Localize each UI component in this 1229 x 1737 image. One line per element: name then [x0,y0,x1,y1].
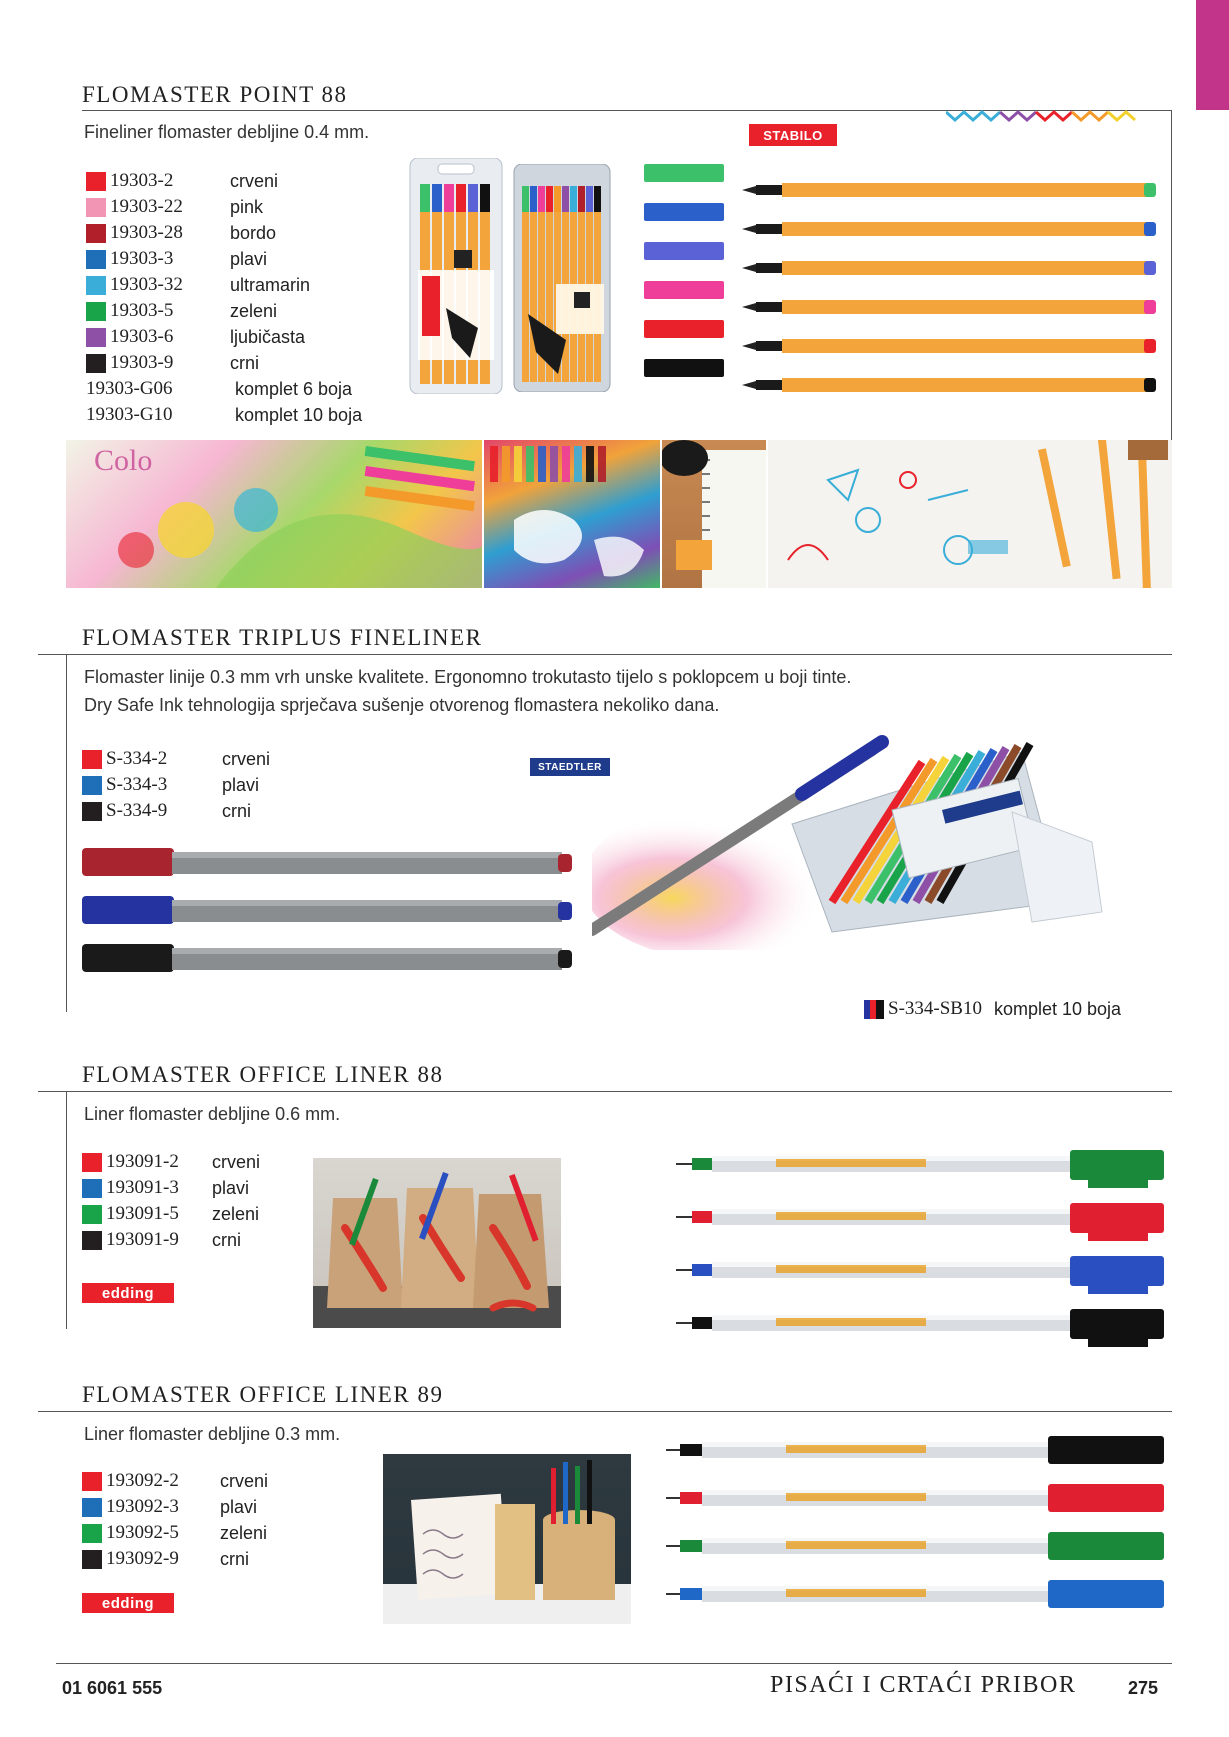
pen-tip [742,186,756,194]
product-row [82,798,342,824]
desk-notes-photo [383,1454,631,1624]
color-swatch [86,198,106,217]
product-row [82,1494,302,1520]
pen-cap [644,359,724,377]
pen-tip [742,303,756,311]
edding-88-pens [676,1138,1166,1358]
color-swatch [82,776,102,795]
set-row: S-334-SB10 komplet 10 boja [864,996,1121,1022]
staedtler-logo: STAEDTLER [530,758,610,776]
product-code: 19303-6 [110,326,174,347]
creative-sketch-photo [768,440,1172,588]
product-code: 193092-5 [106,1522,179,1543]
stabilo-pen [644,320,1156,353]
color-name: crveni [222,748,271,769]
pen-nose [756,224,782,234]
notebook-illustration [662,440,766,588]
pen-tip [742,225,756,233]
color-swatch [86,302,106,321]
product-row [86,350,406,376]
product-code: S-334-2 [106,748,168,769]
pen-print [776,1212,926,1220]
edding-89-pen [666,1580,1164,1608]
color-swatch [82,1153,102,1172]
pen-tip [742,264,756,272]
color-swatch [82,1179,102,1198]
product-row [82,772,342,798]
staedtler-pens [82,840,572,990]
pen-cap [644,320,724,338]
staedtler-pen [82,848,572,876]
pen-cap [1070,1309,1164,1339]
color-name: crveni [212,1151,261,1172]
pen-nose [692,1158,712,1170]
edding-88-pen [676,1309,1164,1347]
page-number: 275 [1128,1678,1159,1698]
pen-row-illustration [484,440,660,588]
color-swatch [86,328,106,347]
product-code: S-334-9 [106,800,168,821]
pen-print [786,1493,926,1501]
stabilo-pen [644,164,1156,197]
category-label: PISAĆI I CRTAĆI PRIBOR [770,1672,1077,1698]
color-swatch [86,276,106,295]
stabilo-pen [644,359,1156,392]
pen-cap [1070,1203,1164,1233]
stabilo-pen [644,203,1156,236]
pen-cap [1048,1436,1164,1464]
pen-nose [680,1540,702,1552]
pen-end [558,902,572,920]
notebook-photo [662,440,766,588]
edding-logo: edding [82,1593,174,1613]
edding-89-pen [666,1484,1164,1512]
color-name: ljubičasta [230,326,306,347]
color-name: ultramarin [230,274,311,295]
pen-cap [644,164,724,182]
section-rule-left [66,654,67,1012]
section-description: Liner flomaster debljine 0.3 mm. [84,1424,341,1444]
pen-nose [680,1492,702,1504]
pen-cap [82,848,174,876]
section-title: FLOMASTER OFFICE LINER 89 [82,1382,444,1407]
product-code: 19303-3 [110,248,174,269]
color-name: crni [230,352,260,373]
stabilo-logo: STABILO [749,124,837,146]
product-list [86,168,406,428]
product-code: 19303-28 [110,222,183,243]
svg-text:Colo: Colo [94,444,153,477]
product-code: 193091-2 [106,1151,179,1172]
product-code: 19303-32 [110,274,183,295]
product-row [82,1227,282,1253]
product-code: 19303-5 [110,300,174,321]
product-row [86,298,406,324]
color-swatch [82,1205,102,1224]
footer-rule [56,1663,1172,1664]
section-rule [38,654,1172,655]
section-title: FLOMASTER TRIPLUS FINELINER [82,625,483,650]
zigzag-decoration [946,104,1141,126]
pen-nose [680,1588,702,1600]
color-name: crveni [220,1470,269,1491]
pen-clip [1088,1229,1148,1241]
color-swatch [82,802,102,821]
pen-cap [82,944,174,972]
product-code: 193091-3 [106,1177,179,1198]
pen-end [1144,378,1156,392]
pen-cap [1048,1532,1164,1560]
pen-pack-6-image [408,158,504,394]
color-name: plavi [212,1177,250,1198]
pen-body [782,300,1150,314]
product-row [82,1201,282,1227]
pen-print [786,1445,926,1453]
pen-body [782,222,1150,236]
section-rule [38,1091,1172,1092]
pen-print [776,1318,926,1326]
section-description: Liner flomaster debljine 0.6 mm. [84,1104,341,1124]
edding-89-pens [666,1428,1166,1628]
mandala-photo [484,440,660,588]
staedtler-pen [82,896,572,924]
sketch-illustration [768,440,1172,588]
pen-cap [644,203,724,221]
pen-end [1144,339,1156,353]
set-row: 19303-G06 komplet 6 boja [86,378,353,399]
pen-nose [756,302,782,312]
product-code: 193092-3 [106,1496,179,1517]
product-row [82,1175,282,1201]
pen-body-highlight [172,948,562,954]
color-swatch [86,354,106,373]
color-swatch [82,1498,102,1517]
product-row [86,168,406,194]
color-name: crni [222,800,252,821]
color-name: crni [220,1548,250,1569]
pen-cap [1070,1256,1164,1286]
pen-print [786,1541,926,1549]
pen-end [1144,261,1156,275]
product-code: 193092-9 [106,1548,179,1569]
product-row [86,324,406,350]
color-name: bordo [230,222,277,243]
product-row [82,1149,282,1175]
color-swatch [82,750,102,769]
pen-nose [756,380,782,390]
pen-nose [692,1211,712,1223]
pen-nose [680,1444,702,1456]
product-code: 193091-9 [106,1229,179,1250]
edding-88-pen [676,1203,1164,1241]
section-description: Fineliner flomaster debljine 0.4 mm. [84,122,370,142]
pen-body [782,339,1150,353]
coloring-book-photo [66,440,482,588]
pen-cap [1048,1484,1164,1512]
staedtler-box-image [592,732,1112,950]
phone-number: 01 6061 555 [62,1678,163,1698]
edding-89-pen [666,1436,1164,1464]
pen-cap [644,242,724,260]
product-code: 193092-2 [106,1470,179,1491]
pen-nose [756,341,782,351]
pen-nose [756,185,782,195]
stabilo-pen [644,281,1156,314]
pen-body-highlight [172,852,562,858]
pen-nose [692,1264,712,1276]
desk-notes-illustration [383,1454,631,1624]
pen-body [782,378,1150,392]
product-row [82,1520,302,1546]
color-name: plavi [220,1496,258,1517]
chili-bags-illustration [313,1158,561,1328]
color-swatch [82,1524,102,1543]
section-title: FLOMASTER OFFICE LINER 88 [82,1062,444,1087]
section-title: FLOMASTER POINT 88 [82,82,348,107]
edding-88-pen [676,1150,1164,1188]
edding-logo: edding [82,1283,174,1303]
pen-end [1144,183,1156,197]
product-row [86,194,406,220]
section-rule [38,1411,1172,1412]
color-name: zeleni [230,300,278,321]
product-row [82,1546,302,1572]
staedtler-pen [82,944,572,972]
color-name: zeleni [220,1522,268,1543]
color-name: plavi [222,774,260,795]
color-name: pink [230,196,264,217]
pen-nose [756,263,782,273]
color-swatch [82,1550,102,1569]
color-swatch [86,224,106,243]
product-code: 193091-5 [106,1203,179,1224]
color-name: crni [212,1229,242,1250]
product-code: 19303-22 [110,196,183,217]
pen-body [782,183,1150,197]
pen-clip [1088,1335,1148,1347]
pen-tip [742,381,756,389]
section-tab [1196,0,1229,110]
color-swatch [86,250,106,269]
section-rule-right [1171,110,1172,440]
pen-nose [692,1317,712,1329]
pen-clip [1088,1282,1148,1294]
chili-bags-photo [313,1158,561,1328]
pen-print [776,1159,926,1167]
product-list [82,1468,302,1572]
edding-88-pen [676,1256,1164,1294]
color-name: zeleni [212,1203,260,1224]
color-swatch [86,172,106,191]
pen-end [558,950,572,968]
pen-body-highlight [172,900,562,906]
pen-clip [1088,1176,1148,1188]
product-list [82,1149,282,1253]
pen-tip [742,342,756,350]
pen-cap [1048,1580,1164,1608]
pen-cap [1070,1150,1164,1180]
product-row [86,272,406,298]
color-name: crveni [230,170,279,191]
coloring-pattern [66,440,482,588]
product-row [86,220,406,246]
pen-end [1144,300,1156,314]
product-row [82,746,342,772]
product-code: 19303-2 [110,170,174,191]
edding-89-pen [666,1532,1164,1560]
pen-print [786,1589,926,1597]
pen-cap [82,896,174,924]
stabilo-pens [644,160,1164,398]
product-row [86,246,406,272]
color-swatch [82,1231,102,1250]
color-swatch [82,1472,102,1491]
product-row [82,1468,302,1494]
pen-end [558,854,572,872]
pen-end [1144,222,1156,236]
pen-body [782,261,1150,275]
stabilo-pen [644,242,1156,275]
product-code: 19303-9 [110,352,174,373]
section-rule-left [66,1091,67,1329]
product-list [82,746,342,824]
product-code: S-334-3 [106,774,168,795]
pen-print [776,1265,926,1273]
pen-cap [644,281,724,299]
color-name: plavi [230,248,268,269]
pen-pack-10-image [512,164,612,392]
color-swatch-multi [864,1000,884,1019]
set-row: 19303-G10 komplet 10 boja [86,404,363,425]
section-description: Flomaster linije 0.3 mm vrh unske kvalitete. Ergonomno trokutasto tijelo s poklopcem u boji tinte. Dry Safe Ink tehnologija sprječava sušenje otvorenog flomastera nekoliko dana. [84,667,852,715]
